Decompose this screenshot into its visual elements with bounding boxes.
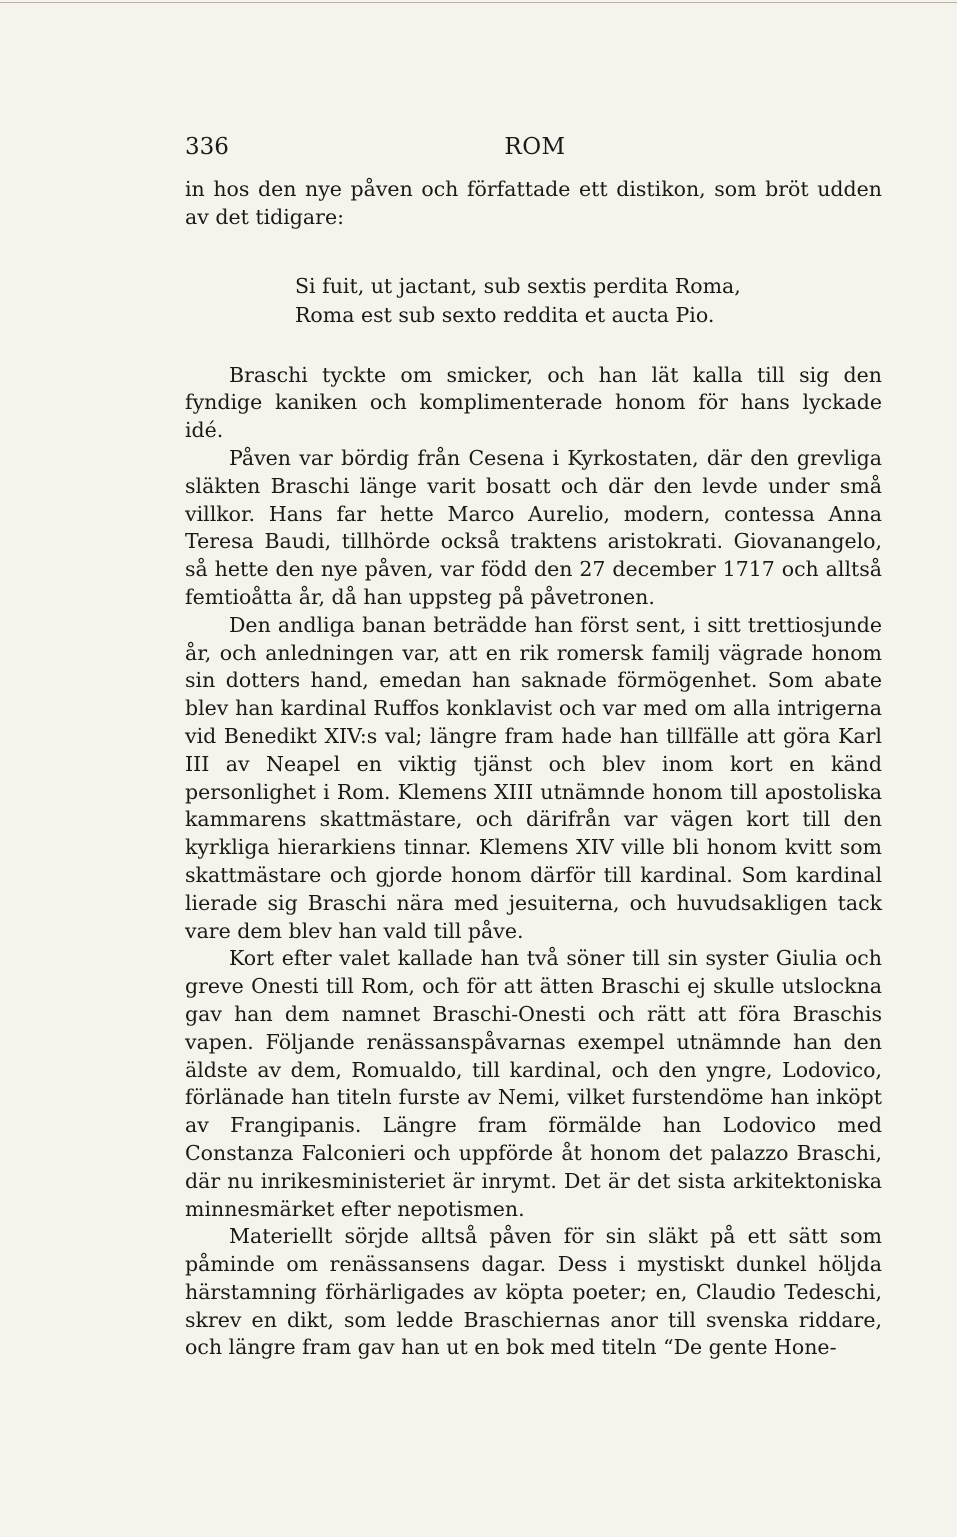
body-text	[185, 176, 882, 1362]
latin-distich	[295, 272, 882, 330]
paragraph-1: in hos den nye påven och författade ett distikon, som bröt udden av det tidigare:	[185, 177, 882, 229]
running-title: ROM	[504, 134, 566, 160]
paragraph-5: Kort efter valet kallade han två söner till sin syster Giulia och greve Onesti till Rom, och för att ätten Braschi ej skulle utslockna gav han dem namnet Braschi-Onesti och rätt att föra Braschis vapen. Följande renässanspåvarnas exempel utnämnde han den äldste av dem, Romualdo, till kardinal, och den yngre, Lodovico, förlänade han titeln furste av Nemi, vilket furstendöme han inköpt av Frangipanis. Längre fram förmälde han Lodovico med Constanza Falconieri och uppförde åt honom det palazzo Braschi, där nu inrikesministeriet är inrymt. Det är det sista arkitektoniska minnesmärket efter nepotismen.	[185, 946, 882, 1221]
paragraph-4: Den andliga banan beträdde han först sent, i sitt trettiosjunde år, och anledningen var, att en rik romersk familj vägrade honom sin dotters hand, emedan han saknade förmögenhet. Som abate blev han kardinal Ruffos konklavist och var med om alla intrigerna vid Benedikt XIV:s val; längre fram hade han tillfälle att göra Karl III av Neapel en viktig tjänst och blev inom kort en känd personlighet i Rom. Klemens XIII utnämnde honom till apostoliska kammarens skattmästare, och därifrån var vägen kort till den kyrkliga hierarkiens tinnar. Klemens XIV ville bli honom kvitt som skattmästare och gjorde honom därför till kardinal. Som kardinal lierade sig Braschi nära med jesuiterna, och huvudsakligen tack vare dem blev han vald till påve.	[185, 612, 882, 943]
paragraph-3: Påven var bördig från Cesena i Kyrkostaten, där den grevliga släkten Braschi länge varit bosatt och där den levde under små villkor. Hans far hette Marco Aurelio, modern, contessa Anna Teresa Baudi, tillhörde också traktens aristokrati. Giovanangelo, så hette den nye påven, var född den 27 december 1717 och alltså femtioåtta år, då han uppsteg på påvetronen.	[185, 445, 882, 609]
page-header	[185, 132, 885, 162]
scan-edge-line	[0, 2, 957, 3]
verse-line-1: Si fuit, ut jactant, sub sextis perdita Roma,	[295, 273, 741, 298]
verse-line-2: Roma est sub sexto reddita et aucta Pio.	[295, 302, 715, 327]
paragraph-6: Materiellt sörjde alltså påven för sin släkt på ett sätt som påminde om renässansens dagar. Dess i mystiskt dunkel höljda härstamning förhärligades av köpta poeter; en, Claudio Tedeschi, skrev en dikt, som ledde Braschiernas anor till svenska riddare, och längre fram gav han ut en bok med titeln “De gente Hone-	[185, 1224, 882, 1360]
page-number: 336	[185, 134, 229, 160]
paragraph-2: Braschi tyckte om smicker, och han lät kalla till sig den fyndige kaniken och komplimenterade honom för hans lyckade idé.	[185, 362, 882, 443]
